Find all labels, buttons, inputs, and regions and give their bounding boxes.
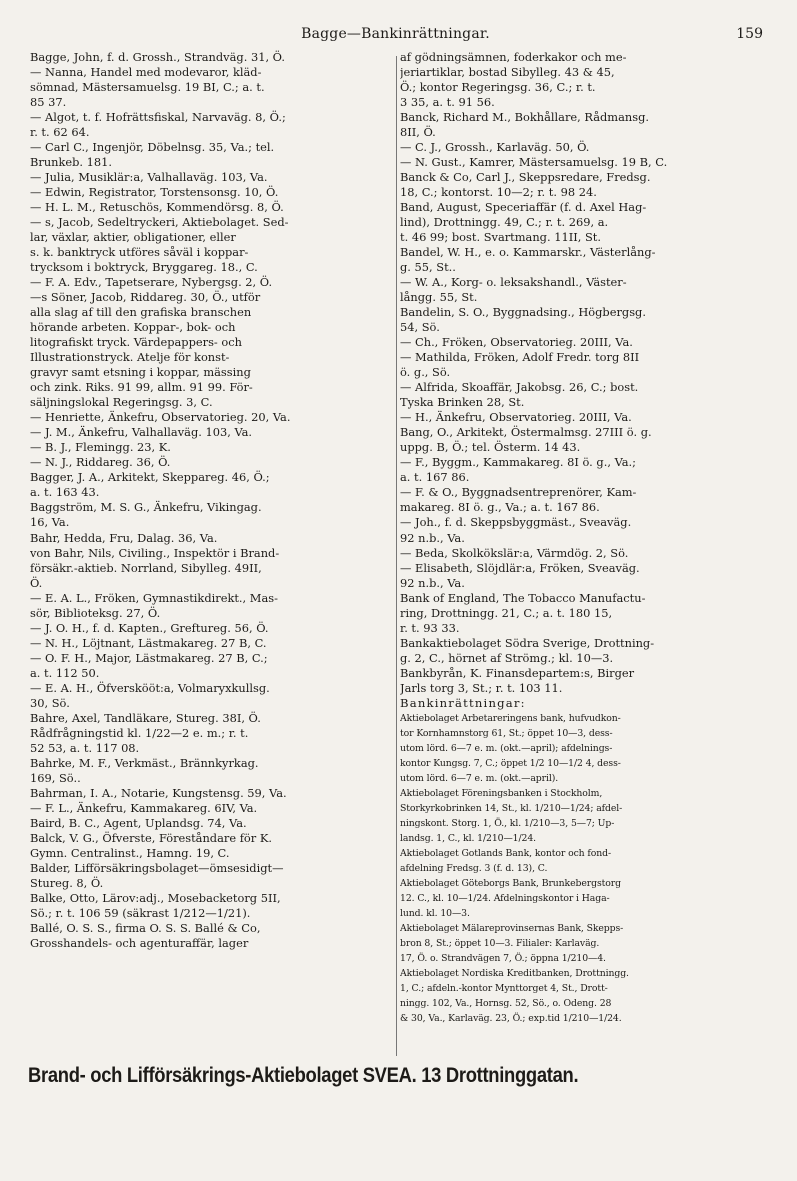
- directory-line: alla slag af till den grafiska branschen: [30, 305, 252, 320]
- directory-line: Brunkeb. 181.: [30, 155, 113, 170]
- directory-line: — Ch., Fröken, Observatorieg. 20III, Va.: [400, 335, 633, 350]
- directory-line: 1, C.; afdeln.-kontor Mynttorget 4, St., Drott-: [400, 982, 608, 994]
- directory-line: 18, C.; kontorst. 10—2; r. t. 98 24.: [400, 185, 597, 200]
- page-header: [28, 26, 763, 46]
- directory-line: ningskont. Storg. 1, Ö., kl. 1/210—3, 5—7; Up-: [400, 817, 615, 829]
- directory-line: — N. H., Löjtnant, Lästmakareg. 27 B, C.: [30, 635, 267, 650]
- directory-line: t. 46 99; bost. Svartmang. 11II, St.: [400, 230, 601, 245]
- directory-line: — H., Änkefru, Observatorieg. 20III, Va.: [400, 410, 632, 425]
- page-number: 159: [736, 26, 763, 42]
- directory-line: Stureg. 8, Ö.: [30, 875, 104, 890]
- directory-line: Balder, Lifförsäkringsbolaget—ömsesidigt—: [30, 860, 284, 875]
- directory-line: 3 35, a. t. 91 56.: [400, 95, 495, 110]
- directory-line: gravyr samt etsning i koppar, mässing: [30, 365, 251, 380]
- directory-line: Aktiebolaget Föreningsbanken i Stockholm,: [400, 787, 603, 799]
- directory-line: 54, Sö.: [400, 320, 440, 335]
- directory-line: — E. A. L., Fröken, Gymnastikdirekt., Mas-: [30, 590, 278, 605]
- directory-line: — Elisabeth, Slöjdlär:a, Fröken, Sveaväg.: [400, 560, 640, 575]
- directory-line: sömnad, Mästersamuelsg. 19 BI, C.; a. t.: [30, 80, 265, 95]
- directory-line: — Algot, t. f. Hofrättsfiskal, Narvaväg. 8, Ö.;: [30, 110, 286, 125]
- directory-line: a. t. 163 43.: [30, 485, 100, 500]
- directory-line: s. k. banktryck utföres såväl i koppar-: [30, 245, 249, 260]
- directory-line: — H. L. M., Retuschös, Kommendörsg. 8, Ö.: [30, 200, 284, 215]
- directory-line: — Mathilda, Fröken, Adolf Fredr. torg 8II: [400, 350, 640, 365]
- directory-line: lund. kl. 10—3.: [400, 907, 470, 919]
- directory-line: landsg. 1, C., kl. 1/210—1/24.: [400, 832, 536, 844]
- directory-line: — F., Byggm., Kammakareg. 8I ö. g., Va.;: [400, 455, 637, 470]
- directory-line: Bankbyrån, K. Finansdepartem:s, Birger: [400, 665, 635, 680]
- footer-advertisement: Brand- och Lifförsäkrings-Aktiebolaget SVEA. 13 Drottninggatan.: [28, 1062, 579, 1087]
- directory-line: Ö.: [30, 575, 43, 590]
- directory-line: Grosshandels- och agenturaffär, lager: [30, 935, 249, 950]
- directory-line: & 30, Va., Karlaväg. 23, Ö.; exp.tid 1/210—1/24.: [400, 1013, 622, 1024]
- directory-line: Jarls torg 3, St.; r. t. 103 11.: [400, 680, 563, 695]
- directory-line: 169, Sö..: [30, 770, 81, 785]
- directory-line: af gödningsämnen, foderkakor och me-: [400, 50, 627, 64]
- directory-line: trycksom i boktryck, Bryggareg. 18., C.: [30, 260, 258, 275]
- directory-line: Tyska Brinken 28, St.: [400, 395, 525, 410]
- directory-line: Illustrationstryck. Atelje för konst-: [30, 350, 230, 365]
- directory-line: — Henriette, Änkefru, Observatorieg. 20, Va.: [30, 410, 291, 425]
- directory-line: — Carl C., Ingenjör, Döbelnsg. 35, Va.; tel.: [30, 140, 275, 155]
- directory-line: bron 8, St.; öppet 10—3. Filialer: Karlaväg.: [400, 937, 600, 949]
- directory-line: lind), Drottningg. 49, C.; r. t. 269, a.: [400, 215, 609, 230]
- directory-line: Aktiebolaget Nordiska Kreditbanken, Drottningg.: [400, 967, 629, 979]
- directory-line: Bandel, W. H., e. o. Kammarskr., Västerlång-: [400, 245, 656, 260]
- directory-line: Ballé, O. S. S., firma O. S. S. Ballé & Co,: [30, 920, 261, 935]
- directory-line: Sö.; r. t. 106 59 (säkrast 1/212—1/21).: [30, 905, 251, 920]
- directory-line: Balke, Otto, Lärov:adj., Mosebacketorg 5II,: [30, 890, 281, 905]
- directory-line: — C. J., Grossh., Karlaväg. 50, Ö.: [400, 140, 590, 155]
- directory-line: utom lörd. 6—7 e. m. (okt.—april).: [400, 772, 559, 784]
- directory-line: säljningslokal Regeringsg. 3, C.: [30, 395, 213, 410]
- directory-line: Baird, B. C., Agent, Uplandsg. 74, Va.: [30, 815, 247, 830]
- directory-line: Bandelin, S. O., Byggnadsing., Högbergsg.: [400, 305, 646, 320]
- directory-line: Bagge, John, f. d. Grossh., Strandväg. 31, Ö.: [30, 50, 285, 64]
- directory-line: Banck, Richard M., Bokhållare, Rådmansg.: [400, 110, 649, 125]
- directory-line: försäkr.-aktieb. Norrland, Sibylleg. 49II,: [30, 560, 262, 575]
- directory-line: 8II, Ö.: [400, 125, 436, 140]
- directory-line: Bahrman, I. A., Notarie, Kungstensg. 59, Va.: [30, 785, 287, 800]
- directory-line: — E. A. H., Öfverskööt:a, Volmaryxkullsg.: [30, 680, 270, 695]
- directory-line: uppg. B, Ö.; tel. Österm. 14 43.: [400, 440, 581, 455]
- directory-line: — Alfrida, Skoaffär, Jakobsg. 26, C.; bost.: [400, 380, 639, 395]
- directory-line: 92 n.b., Va.: [400, 575, 465, 590]
- directory-line: 52 53, a. t. 117 08.: [30, 740, 140, 755]
- directory-line: och zink. Riks. 91 99, allm. 91 99. För-: [30, 380, 253, 395]
- directory-line: Band, August, Speceriaffär (f. d. Axel Hag-: [400, 200, 647, 215]
- directory-line: a. t. 112 50.: [30, 665, 100, 680]
- directory-line: — W. A., Korg- o. leksakshandl., Väster-: [400, 275, 627, 290]
- directory-line: — Edwin, Registrator, Torstensonsg. 10, Ö.: [30, 185, 279, 200]
- directory-line: hörande arbeten. Koppar-, bok- och: [30, 320, 236, 335]
- directory-line: — J. O. H., f. d. Kapten., Greftureg. 56, Ö.: [30, 620, 269, 635]
- directory-line: Bankinrättningar:: [400, 695, 526, 710]
- directory-line: — B. J., Flemingg. 23, K.: [30, 440, 171, 455]
- directory-line: Aktiebolaget Göteborgs Bank, Brunkebergstorg: [400, 877, 621, 889]
- directory-line: 92 n.b., Va.: [400, 530, 465, 545]
- directory-line: g. 2, C., hörnet af Strömg.; kl. 10—3.: [400, 650, 614, 665]
- directory-line: — Julia, Musiklär:a, Valhallaväg. 103, Va.: [30, 170, 268, 185]
- directory-line: g. 55, St..: [400, 260, 456, 275]
- directory-line: — F. & O., Byggnadsentreprenörer, Kam-: [400, 485, 637, 500]
- directory-line: Bahr, Hedda, Fru, Dalag. 36, Va.: [30, 530, 218, 545]
- directory-line: Balck, V. G., Öfverste, Föreståndare för K.: [30, 830, 272, 845]
- directory-line: 30, Sö.: [30, 695, 70, 710]
- directory-line: Bank of England, The Tobacco Manufactu-: [400, 590, 646, 605]
- directory-line: sör, Biblioteksg. 27, Ö.: [30, 605, 161, 620]
- directory-line: Bankaktiebolaget Södra Sverige, Drottning-: [400, 635, 655, 650]
- directory-line: Aktiebolaget Gotlands Bank, kontor och fond-: [400, 847, 612, 859]
- directory-line: — F. A. Edv., Tapetserare, Nybergsg. 2, Ö.: [30, 275, 273, 290]
- directory-line: ring, Drottningg. 21, C.; a. t. 180 15,: [400, 605, 613, 620]
- column-divider: [396, 56, 397, 1056]
- directory-line: 12. C., kl. 10—1/24. Afdelningskontor i Haga-: [400, 892, 610, 904]
- directory-line: —s Söner, Jacob, Riddareg. 30, Ö., utför: [30, 290, 261, 305]
- directory-line: Rådfrågningstid kl. 1/22—2 e. m.; r. t.: [30, 725, 249, 740]
- directory-line: — N. Gust., Kamrer, Mästersamuelsg. 19 B, C.: [400, 155, 668, 170]
- directory-line: Bahre, Axel, Tandläkare, Stureg. 38I, Ö.: [30, 710, 261, 725]
- directory-line: r. t. 93 33.: [400, 620, 460, 635]
- directory-line: Storkyrkobrinken 14, St., kl. 1/210—1/24; afdel-: [400, 802, 623, 814]
- directory-line: — Joh., f. d. Skeppsbyggmäst., Sveaväg.: [400, 515, 632, 530]
- running-title: Bagge—Bankinrättningar.: [301, 26, 490, 42]
- directory-line: jeriartiklar, bostad Sibylleg. 43 & 45,: [400, 65, 615, 80]
- directory-line: — O. F. H., Major, Lästmakareg. 27 B, C.;: [30, 650, 268, 665]
- directory-line: Banck & Co, Carl J., Skeppsredare, Fredsg.: [400, 170, 651, 185]
- directory-line: Aktiebolaget Mälareprovinsernas Bank, Skepps-: [400, 922, 624, 934]
- directory-line: utom lörd. 6—7 e. m. (okt.—april); afdelnings-: [400, 742, 613, 754]
- directory-line: Bang, O., Arkitekt, Östermalmsg. 27III ö. g.: [400, 425, 652, 440]
- directory-line: r. t. 62 64.: [30, 125, 90, 140]
- directory-line: Baggström, M. S. G., Änkefru, Vikingag.: [30, 500, 262, 515]
- directory-line: kontor Kungsg. 7, C.; öppet 1/2 10—1/2 4, dess-: [400, 757, 621, 769]
- directory-line: von Bahr, Nils, Civiling., Inspektör i Brand-: [30, 545, 280, 560]
- directory-line: Bagger, J. A., Arkitekt, Skeppareg. 46, Ö.;: [30, 470, 270, 485]
- directory-line: Gymn. Centralinst., Hamng. 19, C.: [30, 845, 230, 860]
- directory-line: Ö.; kontor Regeringsg. 36, C.; r. t.: [400, 80, 596, 95]
- directory-line: ö. g., Sö.: [400, 365, 451, 380]
- directory-line: 17, Ö. o. Strandvägen 7, Ö.; öppna 1/210—4.: [400, 952, 606, 964]
- directory-line: tor Kornhamnstorg 61, St.; öppet 10—3, dess-: [400, 727, 613, 739]
- directory-line: litografiskt tryck. Värdepappers- och: [30, 335, 242, 350]
- directory-line: långg. 55, St.: [400, 290, 478, 305]
- directory-line: — Beda, Skolkökslär:a, Värmdög. 2, Sö.: [400, 545, 629, 560]
- directory-line: — F. L., Änkefru, Kammakareg. 6IV, Va.: [30, 800, 258, 815]
- directory-line: makareg. 8I ö. g., Va.; a. t. 167 86.: [400, 500, 600, 515]
- directory-line: Bahrke, M. F., Verkmäst., Brännkyrkag.: [30, 755, 259, 770]
- directory-line: — J. M., Änkefru, Valhallaväg. 103, Va.: [30, 425, 253, 440]
- directory-line: afdelning Fredsg. 3 (f. d. 13), C.: [400, 862, 548, 874]
- directory-line: Aktiebolaget Arbetareringens bank, hufvudkon-: [400, 712, 621, 724]
- directory-line: lar, växlar, aktier, obligationer, eller: [30, 230, 236, 245]
- left-column: [30, 50, 382, 951]
- directory-line: ningg. 102, Va., Hornsg. 52, Sö., o. Odeng. 28: [400, 997, 612, 1009]
- directory-line: 85 37.: [30, 95, 67, 110]
- directory-line: a. t. 167 86.: [400, 470, 470, 485]
- directory-line: — N. J., Riddareg. 36, Ö.: [30, 455, 171, 470]
- directory-line: — Nanna, Handel med modevaror, kläd-: [30, 65, 262, 80]
- directory-line: 16, Va.: [30, 515, 70, 530]
- directory-line: — s, Jacob, Sedeltryckeri, Aktiebolaget. Sed-: [30, 215, 289, 230]
- right-column: [400, 50, 766, 1026]
